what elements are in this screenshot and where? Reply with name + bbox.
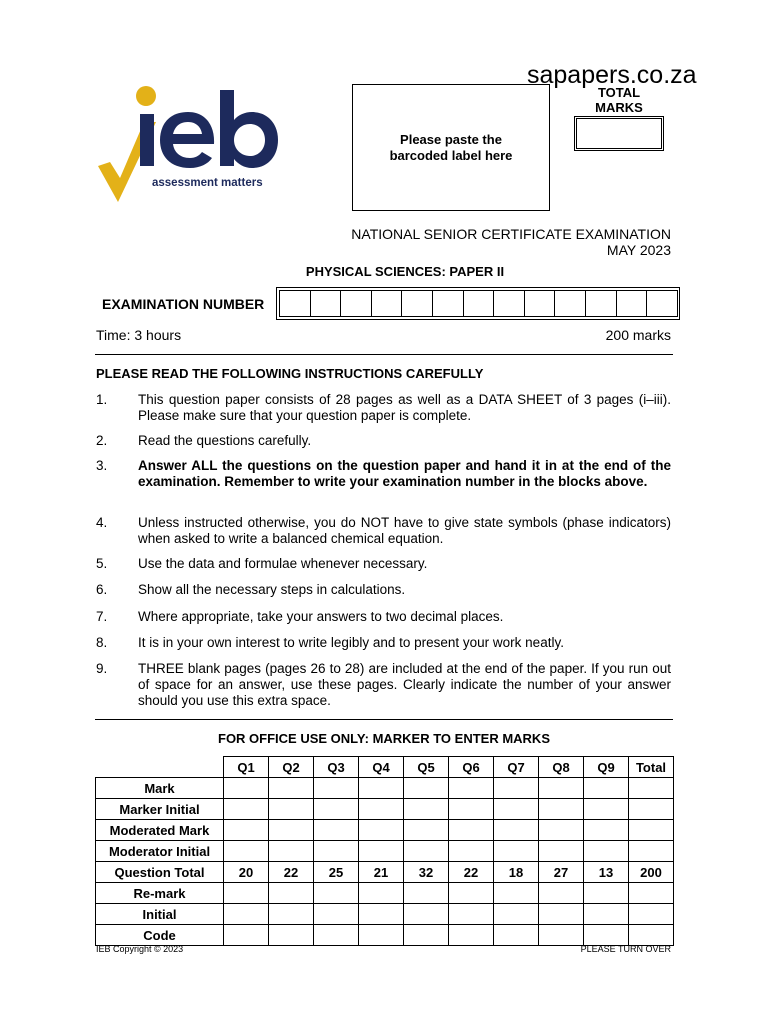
question-total-cell: 18 xyxy=(494,862,539,883)
barcode-label-box xyxy=(352,84,550,211)
mark-cell[interactable] xyxy=(629,820,674,841)
table-corner xyxy=(96,757,224,778)
mark-cell[interactable] xyxy=(494,799,539,820)
mark-cell[interactable] xyxy=(584,841,629,862)
mark-cell[interactable] xyxy=(404,799,449,820)
exam-number-cell[interactable] xyxy=(585,290,617,317)
mark-cell[interactable] xyxy=(629,925,674,946)
mark-cell[interactable] xyxy=(269,799,314,820)
mark-cell[interactable] xyxy=(314,904,359,925)
mark-cell[interactable] xyxy=(539,841,584,862)
mark-cell[interactable] xyxy=(629,799,674,820)
question-total-cell: 27 xyxy=(539,862,584,883)
instruction-item xyxy=(96,392,671,424)
instruction-text: Unless instructed otherwise, you do NOT have to give state symbols (phase indicators) when asked to write a balanced chemical equation. xyxy=(138,515,671,546)
instruction-text: THREE blank pages (pages 26 to 28) are included at the end of the paper. If you run out of space for an answer, use these pages. Clearly indicate the number of your answer should you use this extra space. xyxy=(138,661,671,708)
mark-cell[interactable] xyxy=(359,820,404,841)
column-header: Q2 xyxy=(269,757,314,778)
mark-cell[interactable] xyxy=(449,778,494,799)
exam-title xyxy=(300,226,671,258)
mark-cell[interactable] xyxy=(629,841,674,862)
mark-cell[interactable] xyxy=(224,799,269,820)
mark-cell[interactable] xyxy=(629,778,674,799)
mark-cell[interactable] xyxy=(269,904,314,925)
time-allowed: Time: 3 hours xyxy=(96,327,182,343)
question-total-cell: 22 xyxy=(449,862,494,883)
mark-cell[interactable] xyxy=(584,883,629,904)
column-header: Q7 xyxy=(494,757,539,778)
exam-name: NATIONAL SENIOR CERTIFICATE EXAMINATION xyxy=(351,226,671,242)
exam-number-label: EXAMINATION NUMBER xyxy=(102,296,265,312)
ieb-logo xyxy=(96,82,306,206)
marks-table xyxy=(95,756,674,946)
table-row xyxy=(96,925,674,946)
mark-cell[interactable] xyxy=(494,904,539,925)
table-row xyxy=(96,904,674,925)
column-header: Q9 xyxy=(584,757,629,778)
mark-cell[interactable] xyxy=(539,820,584,841)
row-label: Mark xyxy=(96,778,224,799)
instruction-text: It is in your own interest to write legibly and to present your work neatly. xyxy=(138,635,564,650)
exam-number-cell[interactable] xyxy=(646,290,678,317)
table-row xyxy=(96,883,674,904)
instruction-number: 8. xyxy=(96,635,108,650)
mark-cell[interactable] xyxy=(539,925,584,946)
instruction-text: Answer ALL the questions on the question paper and hand it in at the end of the examination. Remember to write your examination number in the blocks above. xyxy=(138,458,671,489)
mark-cell[interactable] xyxy=(404,841,449,862)
mark-cell[interactable] xyxy=(224,820,269,841)
mark-cell[interactable] xyxy=(449,799,494,820)
table-header-row xyxy=(96,757,674,778)
logo-tagline: assessment matters xyxy=(152,177,263,189)
instruction-number: 2. xyxy=(96,433,108,448)
exam-number-cell[interactable] xyxy=(371,290,403,317)
mark-cell[interactable] xyxy=(224,841,269,862)
exam-number-boxes[interactable] xyxy=(276,287,680,320)
instruction-item xyxy=(96,609,671,625)
mark-cell[interactable] xyxy=(404,904,449,925)
exam-number-cell[interactable] xyxy=(524,290,556,317)
mark-cell[interactable] xyxy=(224,925,269,946)
instruction-text: Where appropriate, take your answers to two decimal places. xyxy=(138,609,504,624)
instruction-item xyxy=(96,582,671,598)
row-label: Moderator Initial xyxy=(96,841,224,862)
row-label: Initial xyxy=(96,904,224,925)
mark-cell[interactable] xyxy=(224,778,269,799)
mark-cell[interactable] xyxy=(584,799,629,820)
question-total-cell: 21 xyxy=(359,862,404,883)
exam-number-cell[interactable] xyxy=(340,290,372,317)
column-header: Total xyxy=(629,757,674,778)
exam-number-cell[interactable] xyxy=(432,290,464,317)
paper-title: PHYSICAL SCIENCES: PAPER II xyxy=(305,264,505,279)
divider xyxy=(95,354,673,355)
row-label: Question Total xyxy=(96,862,224,883)
mark-cell[interactable] xyxy=(629,904,674,925)
mark-cell[interactable] xyxy=(359,778,404,799)
instruction-item xyxy=(96,433,671,449)
mark-cell[interactable] xyxy=(539,799,584,820)
instruction-number: 5. xyxy=(96,556,108,571)
instruction-text: Use the data and formulae whenever necessary. xyxy=(138,556,428,571)
exam-number-cell[interactable] xyxy=(616,290,648,317)
column-header: Q1 xyxy=(224,757,269,778)
mark-cell[interactable] xyxy=(449,925,494,946)
barcode-label-text: Please paste the barcoded label here xyxy=(389,131,513,163)
mark-cell[interactable] xyxy=(269,820,314,841)
instruction-text: Read the questions carefully. xyxy=(138,433,312,448)
total-marks-value: 200 marks xyxy=(605,327,671,343)
mark-cell[interactable] xyxy=(539,883,584,904)
question-total-cell: 13 xyxy=(584,862,629,883)
mark-cell[interactable] xyxy=(224,904,269,925)
mark-cell[interactable] xyxy=(359,799,404,820)
column-header: Q6 xyxy=(449,757,494,778)
mark-cell[interactable] xyxy=(404,925,449,946)
mark-cell[interactable] xyxy=(539,778,584,799)
mark-cell[interactable] xyxy=(359,904,404,925)
instruction-number: 9. xyxy=(96,661,108,676)
mark-cell[interactable] xyxy=(584,904,629,925)
mark-cell[interactable] xyxy=(359,883,404,904)
instruction-item xyxy=(96,635,671,651)
column-header: Q8 xyxy=(539,757,584,778)
divider xyxy=(95,719,673,720)
mark-cell[interactable] xyxy=(404,778,449,799)
mark-cell[interactable] xyxy=(449,904,494,925)
row-label: Marker Initial xyxy=(96,799,224,820)
row-label: Re-mark xyxy=(96,883,224,904)
column-header: Q4 xyxy=(359,757,404,778)
mark-cell[interactable] xyxy=(224,883,269,904)
mark-cell[interactable] xyxy=(494,778,539,799)
mark-cell[interactable] xyxy=(449,841,494,862)
column-header: Q5 xyxy=(404,757,449,778)
instruction-number: 7. xyxy=(96,609,108,624)
instruction-item xyxy=(96,661,671,709)
question-total-cell: 200 xyxy=(629,862,674,883)
row-label: Moderated Mark xyxy=(96,820,224,841)
mark-cell[interactable] xyxy=(494,841,539,862)
mark-cell[interactable] xyxy=(314,883,359,904)
exam-number-cell[interactable] xyxy=(493,290,525,317)
mark-cell[interactable] xyxy=(314,778,359,799)
exam-number-cell[interactable] xyxy=(310,290,342,317)
total-marks-label: TOTAL MARKS xyxy=(595,85,643,115)
mark-cell[interactable] xyxy=(449,820,494,841)
exam-date: MAY 2023 xyxy=(606,242,671,258)
mark-cell[interactable] xyxy=(269,841,314,862)
mark-cell[interactable] xyxy=(269,883,314,904)
mark-cell[interactable] xyxy=(404,883,449,904)
instruction-number: 6. xyxy=(96,582,108,597)
column-header: Q3 xyxy=(314,757,359,778)
mark-cell[interactable] xyxy=(629,883,674,904)
mark-cell[interactable] xyxy=(314,841,359,862)
mark-cell[interactable] xyxy=(494,925,539,946)
instruction-number: 1. xyxy=(96,392,108,407)
mark-cell[interactable] xyxy=(269,778,314,799)
table-row xyxy=(96,799,674,820)
table-row xyxy=(96,841,674,862)
instructions-heading: PLEASE READ THE FOLLOWING INSTRUCTIONS CAREFULLY xyxy=(96,366,484,381)
mark-cell[interactable] xyxy=(314,799,359,820)
turn-over-text: PLEASE TURN OVER xyxy=(580,944,671,954)
exam-number-cell[interactable] xyxy=(463,290,495,317)
mark-cell[interactable] xyxy=(404,820,449,841)
office-use-heading: FOR OFFICE USE ONLY: MARKER TO ENTER MARKS xyxy=(218,731,550,746)
row-label: Code xyxy=(96,925,224,946)
mark-cell[interactable] xyxy=(584,820,629,841)
table-row xyxy=(96,778,674,799)
copyright-text: IEB Copyright © 2023 xyxy=(96,944,184,954)
mark-cell[interactable] xyxy=(494,820,539,841)
ieb-logo-icon xyxy=(96,82,306,206)
instruction-number: 4. xyxy=(96,515,108,530)
instruction-item xyxy=(96,458,671,490)
table-row xyxy=(96,862,674,883)
mark-cell[interactable] xyxy=(314,925,359,946)
exam-number-cell[interactable] xyxy=(401,290,433,317)
instruction-item xyxy=(96,556,671,572)
mark-cell[interactable] xyxy=(584,925,629,946)
question-total-cell: 32 xyxy=(404,862,449,883)
total-marks-box[interactable] xyxy=(574,116,664,151)
mark-cell[interactable] xyxy=(584,778,629,799)
instruction-text: This question paper consists of 28 pages as well as a DATA SHEET of 3 pages (i–iii). Please make sure that your question paper is complete. xyxy=(138,392,671,423)
mark-cell[interactable] xyxy=(314,820,359,841)
mark-cell[interactable] xyxy=(494,883,539,904)
mark-cell[interactable] xyxy=(539,904,584,925)
exam-number-cell[interactable] xyxy=(554,290,586,317)
mark-cell[interactable] xyxy=(359,925,404,946)
instruction-text: Show all the necessary steps in calculations. xyxy=(138,582,406,597)
question-total-cell: 22 xyxy=(269,862,314,883)
mark-cell[interactable] xyxy=(359,841,404,862)
mark-cell[interactable] xyxy=(269,925,314,946)
instruction-item xyxy=(96,515,671,547)
instruction-number: 3. xyxy=(96,458,108,473)
question-total-cell: 25 xyxy=(314,862,359,883)
mark-cell[interactable] xyxy=(449,883,494,904)
watermark-text: sapapers.co.za xyxy=(527,61,697,89)
exam-number-cell[interactable] xyxy=(279,290,311,317)
table-row xyxy=(96,820,674,841)
question-total-cell: 20 xyxy=(224,862,269,883)
